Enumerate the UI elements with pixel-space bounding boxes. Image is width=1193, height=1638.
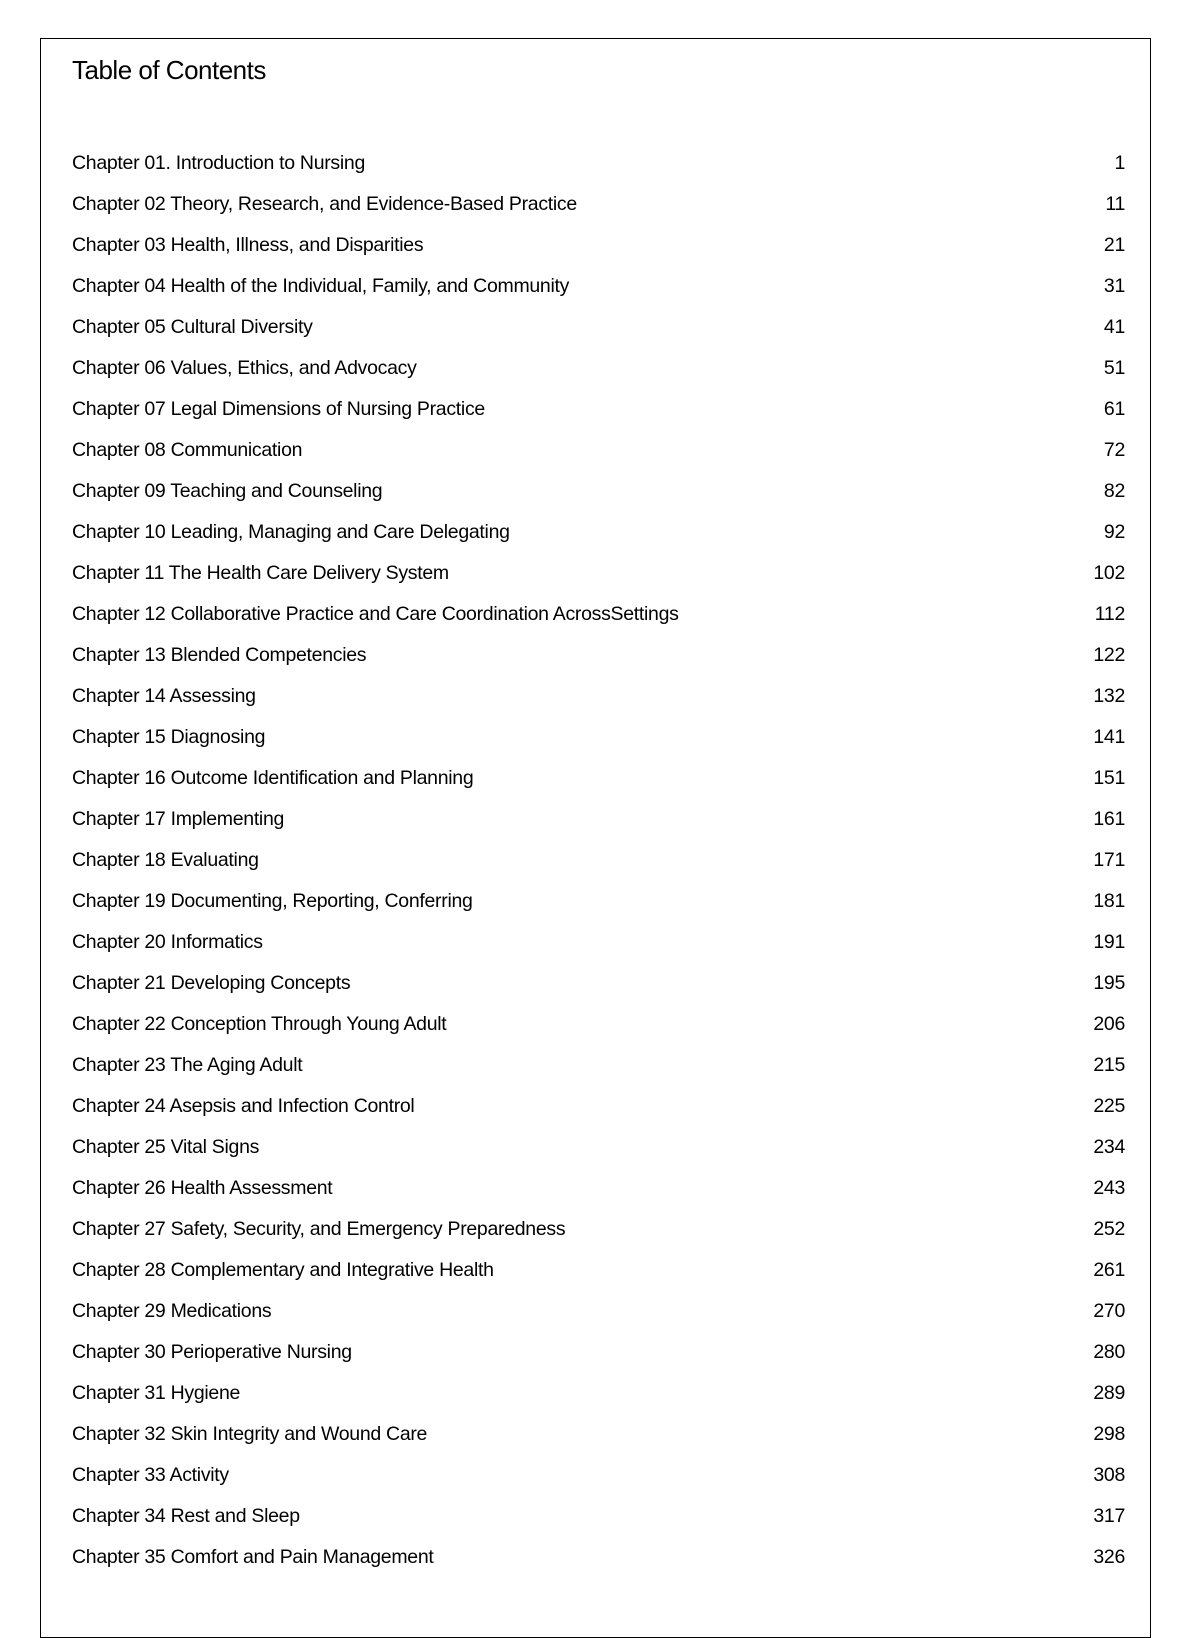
toc-chapter-title: Chapter 03 Health, Illness, and Disparities bbox=[72, 234, 424, 256]
toc-chapter-title: Chapter 28 Complementary and Integrative Health bbox=[72, 1259, 494, 1281]
toc-chapter-title: Chapter 10 Leading, Managing and Care Delegating bbox=[72, 521, 510, 543]
toc-entry bbox=[72, 143, 1125, 184]
toc-page-number: 243 bbox=[1093, 1177, 1125, 1199]
toc-entry bbox=[72, 1291, 1125, 1332]
toc-chapter-title: Chapter 01. Introduction to Nursing bbox=[72, 152, 366, 174]
toc-page-number: 161 bbox=[1093, 808, 1125, 830]
toc-page-number: 308 bbox=[1093, 1464, 1125, 1486]
toc-chapter-title: Chapter 02 Theory, Research, and Evidence-Based Practice bbox=[72, 193, 577, 215]
toc-page-number: 51 bbox=[1103, 357, 1125, 379]
toc-page-number: 82 bbox=[1103, 480, 1125, 502]
toc-page-number: 112 bbox=[1094, 603, 1125, 625]
toc-chapter-title: Chapter 26 Health Assessment bbox=[72, 1177, 333, 1199]
toc-page-number: 280 bbox=[1093, 1341, 1125, 1363]
toc-chapter-title: Chapter 07 Legal Dimensions of Nursing Practice bbox=[72, 398, 485, 420]
toc-page-number: 1 bbox=[1114, 152, 1125, 174]
toc-entry bbox=[72, 1496, 1125, 1537]
toc-chapter-title: Chapter 30 Perioperative Nursing bbox=[72, 1341, 352, 1363]
toc-chapter-title: Chapter 09 Teaching and Counseling bbox=[72, 480, 383, 502]
toc-page-number: 195 bbox=[1093, 972, 1125, 994]
toc-chapter-title: Chapter 32 Skin Integrity and Wound Care bbox=[72, 1423, 428, 1445]
toc-entry bbox=[72, 389, 1125, 430]
toc-entry bbox=[72, 922, 1125, 963]
toc-entry bbox=[72, 430, 1125, 471]
toc-entry bbox=[72, 1250, 1125, 1291]
toc-chapter-title: Chapter 17 Implementing bbox=[72, 808, 285, 830]
toc-entry bbox=[72, 184, 1125, 225]
toc-page-number: 298 bbox=[1093, 1423, 1125, 1445]
toc-chapter-title: Chapter 15 Diagnosing bbox=[72, 726, 266, 748]
toc-chapter-title: Chapter 34 Rest and Sleep bbox=[72, 1505, 300, 1527]
toc-chapter-title: Chapter 12 Collaborative Practice and Care Coordination AcrossSettings bbox=[72, 603, 679, 625]
toc-entry bbox=[72, 717, 1125, 758]
toc-page-number: 289 bbox=[1093, 1382, 1125, 1404]
toc-page-number: 215 bbox=[1093, 1054, 1125, 1076]
toc-page-number: 252 bbox=[1093, 1218, 1125, 1240]
toc-entry bbox=[72, 758, 1125, 799]
toc-entry bbox=[72, 676, 1125, 717]
toc-entry bbox=[72, 963, 1125, 1004]
toc-chapter-title: Chapter 19 Documenting, Reporting, Conferring bbox=[72, 890, 473, 912]
toc-page-number: 270 bbox=[1093, 1300, 1125, 1322]
toc-entry bbox=[72, 1004, 1125, 1045]
toc-entry bbox=[72, 1127, 1125, 1168]
toc-chapter-title: Chapter 08 Communication bbox=[72, 439, 303, 461]
toc-chapter-title: Chapter 06 Values, Ethics, and Advocacy bbox=[72, 357, 417, 379]
toc-chapter-title: Chapter 21 Developing Concepts bbox=[72, 972, 351, 994]
toc-chapter-title: Chapter 33 Activity bbox=[72, 1464, 229, 1486]
toc-chapter-title: Chapter 27 Safety, Security, and Emergency Preparedness bbox=[72, 1218, 566, 1240]
toc-entry bbox=[72, 471, 1125, 512]
toc-page-number: 225 bbox=[1093, 1095, 1125, 1117]
toc-page-number: 72 bbox=[1103, 439, 1125, 461]
toc-chapter-title: Chapter 18 Evaluating bbox=[72, 849, 259, 871]
toc-entry bbox=[72, 266, 1125, 307]
toc-entry bbox=[72, 635, 1125, 676]
toc-list bbox=[72, 143, 1125, 1578]
toc-entry bbox=[72, 1455, 1125, 1496]
toc-chapter-title: Chapter 31 Hygiene bbox=[72, 1382, 241, 1404]
toc-entry bbox=[72, 1045, 1125, 1086]
toc-page-number: 122 bbox=[1093, 644, 1125, 666]
toc-chapter-title: Chapter 05 Cultural Diversity bbox=[72, 316, 313, 338]
toc-page-number: 92 bbox=[1103, 521, 1125, 543]
toc-entry bbox=[72, 553, 1125, 594]
toc-page-number: 41 bbox=[1103, 316, 1125, 338]
toc-chapter-title: Chapter 25 Vital Signs bbox=[72, 1136, 260, 1158]
toc-chapter-title: Chapter 24 Asepsis and Infection Control bbox=[72, 1095, 415, 1117]
toc-chapter-title: Chapter 16 Outcome Identification and Planning bbox=[72, 767, 474, 789]
toc-entry bbox=[72, 1209, 1125, 1250]
toc-entry bbox=[72, 348, 1125, 389]
toc-page-number: 171 bbox=[1093, 849, 1125, 871]
toc-entry bbox=[72, 1332, 1125, 1373]
toc-chapter-title: Chapter 22 Conception Through Young Adult bbox=[72, 1013, 447, 1035]
toc-page-number: 141 bbox=[1093, 726, 1125, 748]
toc-page-number: 21 bbox=[1103, 234, 1125, 256]
toc-page-number: 317 bbox=[1093, 1505, 1125, 1527]
toc-chapter-title: Chapter 35 Comfort and Pain Management bbox=[72, 1546, 434, 1568]
toc-page-number: 261 bbox=[1093, 1259, 1125, 1281]
toc-entry bbox=[72, 1537, 1125, 1578]
toc-chapter-title: Chapter 23 The Aging Adult bbox=[72, 1054, 303, 1076]
toc-chapter-title: Chapter 13 Blended Competencies bbox=[72, 644, 367, 666]
toc-chapter-title: Chapter 11 The Health Care Delivery System bbox=[72, 562, 449, 584]
toc-entry bbox=[72, 881, 1125, 922]
toc-page-number: 181 bbox=[1093, 890, 1125, 912]
toc-page-number: 11 bbox=[1105, 193, 1125, 215]
toc-entry bbox=[72, 225, 1125, 266]
toc-entry bbox=[72, 307, 1125, 348]
toc-entry bbox=[72, 1414, 1125, 1455]
toc-entry bbox=[72, 1086, 1125, 1127]
toc-page-number: 31 bbox=[1103, 275, 1125, 297]
toc-page-number: 191 bbox=[1093, 931, 1125, 953]
toc-entry bbox=[72, 1373, 1125, 1414]
toc-chapter-title: Chapter 04 Health of the Individual, Family, and Community bbox=[72, 275, 570, 297]
toc-page-number: 326 bbox=[1093, 1546, 1125, 1568]
toc-page-number: 234 bbox=[1093, 1136, 1125, 1158]
toc-page-number: 61 bbox=[1103, 398, 1125, 420]
toc-entry bbox=[72, 594, 1125, 635]
toc-chapter-title: Chapter 20 Informatics bbox=[72, 931, 263, 953]
toc-chapter-title: Chapter 14 Assessing bbox=[72, 685, 256, 707]
toc-page-number: 132 bbox=[1093, 685, 1125, 707]
toc-entry bbox=[72, 840, 1125, 881]
toc-page-number: 102 bbox=[1093, 562, 1125, 584]
toc-chapter-title: Chapter 29 Medications bbox=[72, 1300, 272, 1322]
toc-entry bbox=[72, 799, 1125, 840]
toc-page-number: 151 bbox=[1093, 767, 1125, 789]
toc-entry bbox=[72, 512, 1125, 553]
toc-entry bbox=[72, 1168, 1125, 1209]
page-title: Table of Contents bbox=[72, 55, 266, 85]
toc-page-number: 206 bbox=[1093, 1013, 1125, 1035]
